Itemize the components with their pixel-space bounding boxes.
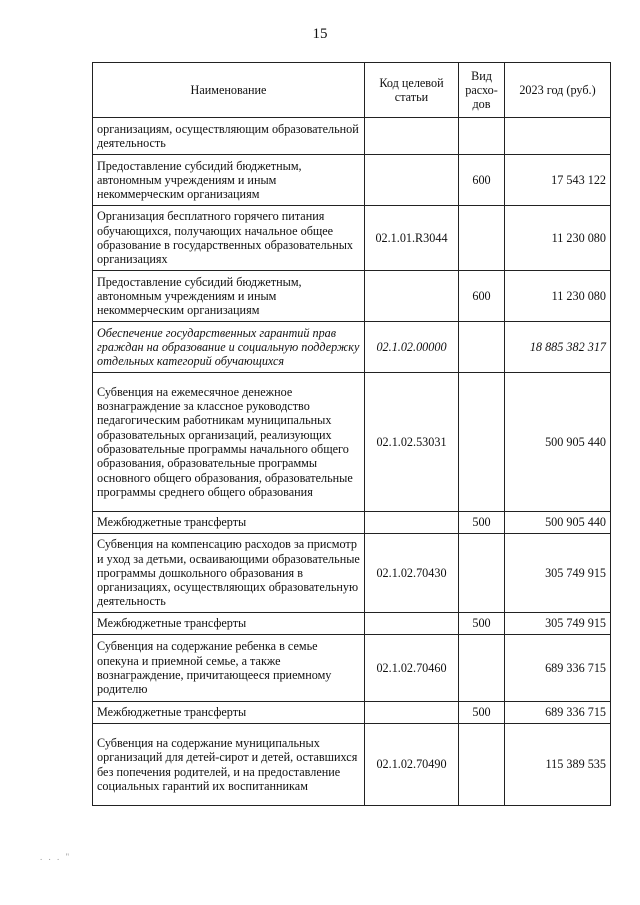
table-row bbox=[93, 118, 611, 155]
row-amount-cell: 18 885 382 317 bbox=[505, 322, 611, 373]
row-code-cell bbox=[365, 118, 459, 155]
row-name-cell: Межбюджетные трансферты bbox=[93, 512, 365, 534]
row-type-cell bbox=[459, 373, 505, 512]
row-type-cell: 600 bbox=[459, 155, 505, 206]
row-amount-cell: 17 543 122 bbox=[505, 155, 611, 206]
row-name-cell: Предоставление субсидий бюджетным, автономным учреждениям и иным некоммерческим организациям bbox=[93, 155, 365, 206]
row-type-cell: 500 bbox=[459, 512, 505, 534]
table-row bbox=[93, 373, 611, 512]
row-amount-cell bbox=[505, 118, 611, 155]
header-name: Наименование bbox=[93, 63, 365, 118]
row-amount-cell: 689 336 715 bbox=[505, 702, 611, 724]
row-name-cell: Субвенция на содержание ребенка в семье опекуна и приемной семье, а также вознаграждение, причитающееся приемному родителю bbox=[93, 635, 365, 702]
header-type: Вид расхо-дов bbox=[459, 63, 505, 118]
table-row bbox=[93, 635, 611, 702]
row-amount-cell: 689 336 715 bbox=[505, 635, 611, 702]
row-amount-cell: 305 749 915 bbox=[505, 534, 611, 613]
table-header-row bbox=[93, 63, 611, 118]
row-code-cell bbox=[365, 512, 459, 534]
row-type-cell bbox=[459, 322, 505, 373]
header-amount: 2023 год (руб.) bbox=[505, 63, 611, 118]
row-code-cell: 02.1.01.R3044 bbox=[365, 206, 459, 271]
row-amount-cell: 11 230 080 bbox=[505, 271, 611, 322]
row-code-cell bbox=[365, 613, 459, 635]
table-row bbox=[93, 155, 611, 206]
row-type-cell: 500 bbox=[459, 702, 505, 724]
row-amount-cell: 500 905 440 bbox=[505, 512, 611, 534]
row-type-cell bbox=[459, 118, 505, 155]
row-name-cell: Обеспечение государственных гарантий прав граждан на образование и социальную поддержку отдельных категорий обучающихся bbox=[93, 322, 365, 373]
row-code-cell: 02.1.02.70490 bbox=[365, 724, 459, 806]
row-code-cell: 02.1.02.00000 bbox=[365, 322, 459, 373]
table-body bbox=[93, 118, 611, 806]
row-type-cell bbox=[459, 635, 505, 702]
table-row bbox=[93, 271, 611, 322]
table-row bbox=[93, 724, 611, 806]
row-type-cell: 500 bbox=[459, 613, 505, 635]
row-type-cell bbox=[459, 206, 505, 271]
budget-table bbox=[92, 62, 611, 806]
row-amount-cell: 11 230 080 bbox=[505, 206, 611, 271]
row-name-cell: Субвенция на ежемесячное денежное вознаграждение за классное руководство педагогическим работникам муниципальных образовательных организаций, реализующих образовательные программы начального общего образования, образовательные программы основного общего образования, образовательные программы среднего общего образования bbox=[93, 373, 365, 512]
row-name-cell: Межбюджетные трансферты bbox=[93, 613, 365, 635]
table-row bbox=[93, 206, 611, 271]
row-name-cell: организациям, осуществляющим образовательной деятельность bbox=[93, 118, 365, 155]
row-code-cell: 02.1.02.70460 bbox=[365, 635, 459, 702]
row-amount-cell: 500 905 440 bbox=[505, 373, 611, 512]
table-row bbox=[93, 322, 611, 373]
header-code: Код целевой статьи bbox=[365, 63, 459, 118]
table-row bbox=[93, 512, 611, 534]
row-amount-cell: 305 749 915 bbox=[505, 613, 611, 635]
row-code-cell bbox=[365, 271, 459, 322]
table-row bbox=[93, 534, 611, 613]
row-type-cell: 600 bbox=[459, 271, 505, 322]
row-name-cell: Предоставление субсидий бюджетным, автономным учреждениям и иным некоммерческим организациям bbox=[93, 271, 365, 322]
row-name-cell: Субвенция на компенсацию расходов за присмотр и уход за детьми, осваивающими образовательные программы дошкольного образования в организациях, осуществляющих образовательную деятельность bbox=[93, 534, 365, 613]
footer-mark: . . . " bbox=[40, 852, 72, 862]
row-code-cell: 02.1.02.53031 bbox=[365, 373, 459, 512]
row-code-cell bbox=[365, 155, 459, 206]
row-amount-cell: 115 389 535 bbox=[505, 724, 611, 806]
page-number: 15 bbox=[312, 26, 328, 42]
row-name-cell: Межбюджетные трансферты bbox=[93, 702, 365, 724]
table-row bbox=[93, 702, 611, 724]
row-type-cell bbox=[459, 534, 505, 613]
row-code-cell: 02.1.02.70430 bbox=[365, 534, 459, 613]
row-name-cell: Организация бесплатного горячего питания обучающихся, получающих начальное общее образование в государственных образовательных организациях bbox=[93, 206, 365, 271]
row-type-cell bbox=[459, 724, 505, 806]
row-code-cell bbox=[365, 702, 459, 724]
row-name-cell: Субвенция на содержание муниципальных организаций для детей-сирот и детей, оставшихся без попечения родителей, и на предоставление социальных гарантий их воспитанникам bbox=[93, 724, 365, 806]
table-row bbox=[93, 613, 611, 635]
